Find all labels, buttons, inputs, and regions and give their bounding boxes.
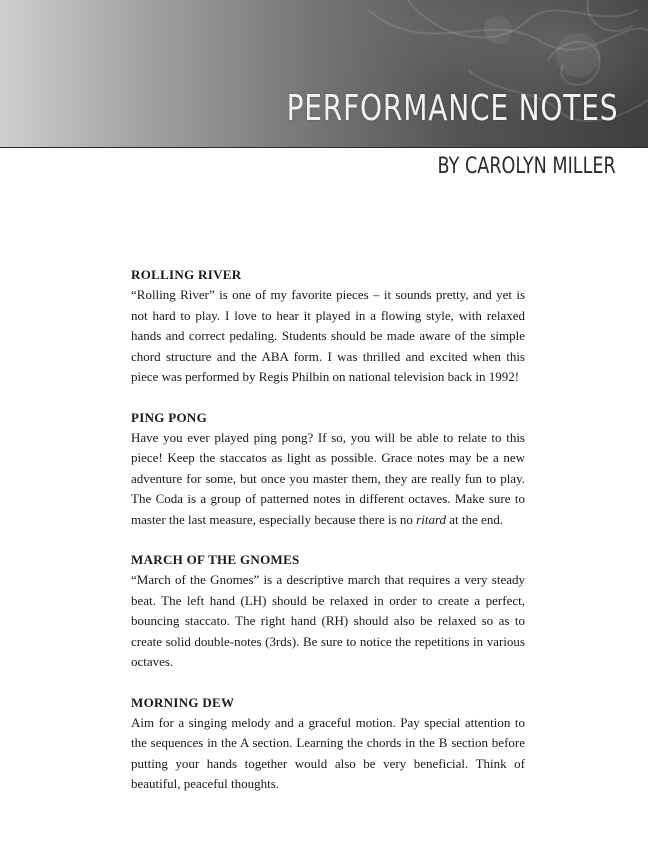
section-body: “March of the Gnomes” is a descriptive march that requires a very steady beat. The left hand (LH) should be relaxed in order to create a perfect, bouncing staccato. The right hand (RH) should also be relaxed so as to create solid double-notes (3rds). Be sure to notice the repetitions in various octaves. [131,572,525,669]
section-rolling-river [131,265,525,388]
section-ping-pong [131,408,525,531]
header-banner [0,0,648,148]
section-body: “Rolling River” is one of my favorite pieces – it sounds pretty, and yet is not hard to play. I love to hear it played in a flowing style, with relaxed hands and correct pedaling. Students should be made aware of the simple chord structure and the ABA form. I was thrilled and excited when this piece was performed by Regis Philbin on national television back in 1992! [131,287,525,384]
body-text: at the end. [446,511,504,527]
page-title: PERFORMANCE NOTES [286,88,618,129]
byline: BY CAROLYN MILLER [437,154,616,179]
section-title: MARCH OF THE GNOMES [131,552,300,567]
notes-content [131,265,525,815]
section-morning-dew [131,693,525,795]
section-title: ROLLING RIVER [131,267,242,282]
italic-term: ritard [416,511,447,527]
body-text: Have you ever played ping pong? If so, you will be able to relate to this piece! Keep the staccatos as light as possible. Grace notes may be a new adventure for some, but once you master them, they are really fun to play. The Coda is a group of patterned notes in different octaves. Make sure to master the last measure, especially because there is no [131,429,525,527]
section-body [131,428,525,531]
section-title: MORNING DEW [131,694,235,710]
section-march-of-the-gnomes [131,550,525,673]
section-body: Aim for a singing melody and a graceful motion. Pay special attention to the sequences in the A section. Learning the chords in the B section before putting your hands together would also be very beneficial. Think of beautiful, peaceful thoughts. [131,714,525,791]
section-title: PING PONG [131,409,208,425]
